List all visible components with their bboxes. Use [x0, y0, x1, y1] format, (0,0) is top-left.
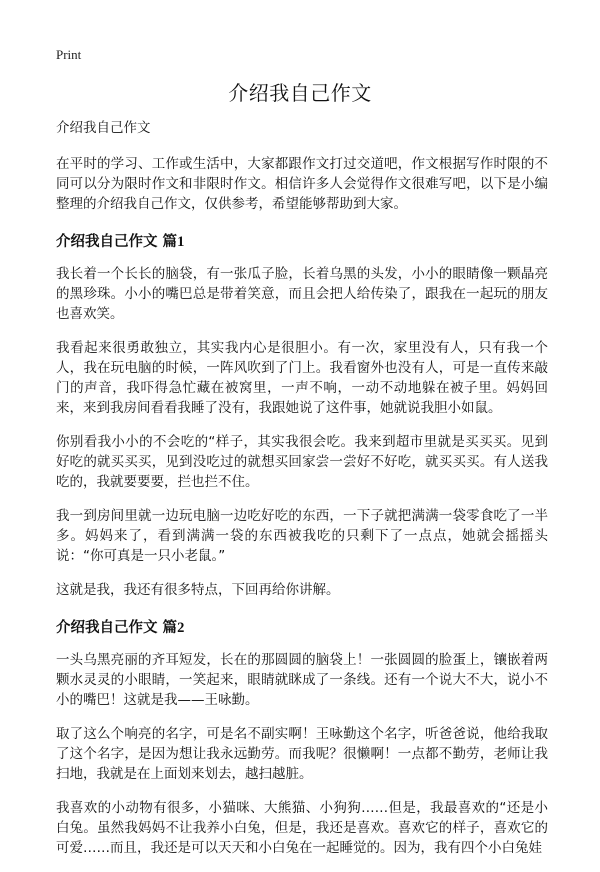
intro-paragraph: 在平时的学习、工作或生活中，大家都跟作文打过交道吧，作文根据写作时限的不同可以分为限时作文和非限时作文。相信许多人会觉得作文很难写吧，以下是小编整理的介绍我自己作文，仅供参考，希望能够帮助到大家。: [56, 156, 548, 212]
article-body: [56, 118, 548, 872]
page-title: 介绍我自己作文: [228, 81, 372, 105]
paragraph: 我一到房间里就一边玩电脑一边吃好吃的东西，一下子就把满满一袋零食吃了一半多。妈妈来了，看到满满一袋的东西被我吃的只剩下了一点点，她就会摇摇头说：“你可真是一只小老鼠。”: [56, 508, 548, 564]
section-heading-text: 介绍我自己作文 篇: [56, 620, 178, 636]
paragraph: 一头乌黑亮丽的齐耳短发，长在的那圆圆的脑袋上！一张圆圆的脸蛋上，镶嵌着两颗水灵灵的小眼睛，一笑起来，眼睛就眯成了一条线。还有一个说大不大，说小不小的嘴巴！这就是我——王咏勤。: [56, 652, 548, 708]
section-heading-text: 介绍我自己作文 篇: [56, 234, 178, 250]
section-heading-number: 1: [177, 234, 185, 250]
paragraph: 你别看我小小的不会吃的“样子，其实我很会吃。我来到超市里就是买买买。见到好吃的就买买买，见到没吃过的就想买回家尝一尝好不好吃，就买买买。有人送我吃的，我就要要要，拦也拦不住。: [56, 434, 548, 490]
section-heading-2: [56, 618, 548, 638]
paragraph: 取了这么个响亮的名字，可是名不副实啊！王咏勤这个名字，听爸爸说，他给我取了这个名字，是因为想让我永远勤劳。而我呢？很懒啊！一点都不勤劳，老师让我扫地，我就是在上面划来划去，越扫越脏。: [56, 726, 548, 782]
paragraph: 这就是我，我还有很多特点，下回再给你讲解。: [56, 582, 340, 598]
print-link[interactable]: Print: [56, 47, 82, 62]
article-subtitle: 介绍我自己作文: [56, 120, 151, 136]
section-heading-1: [56, 232, 548, 252]
paragraph: 我长着一个长长的脑袋，有一张瓜子脸，长着乌黑的头发，小小的眼睛像一颗晶亮的黑珍珠。小小的嘴巴总是带着笑意，而且会把人给传染了，跟我在一起玩的朋友也喜欢笑。: [56, 266, 548, 322]
paragraph: 我喜欢的小动物有很多，小猫咪、大熊猫、小狗狗……但是，我最喜欢的“还是小白兔。虽然我妈妈不让我养小白兔，但是，我还是喜欢。喜欢它的样子，喜欢它的可爱……而且，我还是可以天天和小白兔在一起睡觉的。因为，我有四个小白兔娃: [56, 800, 548, 856]
section-heading-number: 2: [177, 620, 185, 636]
paragraph: 我看起来很勇敢独立，其实我内心是很胆小。有一次，家里没有人，只有我一个人，我在玩电脑的时候，一阵风吹到了门上。我看窗外也没有人，可是一直传来敲门的声音，我吓得急忙藏在被窝里，一声不响，一动不动地躲在被子里。妈妈回来，来到我房间看看我睡了没有，我跟她说了这件事，她就说我胆小如鼠。: [56, 340, 548, 416]
